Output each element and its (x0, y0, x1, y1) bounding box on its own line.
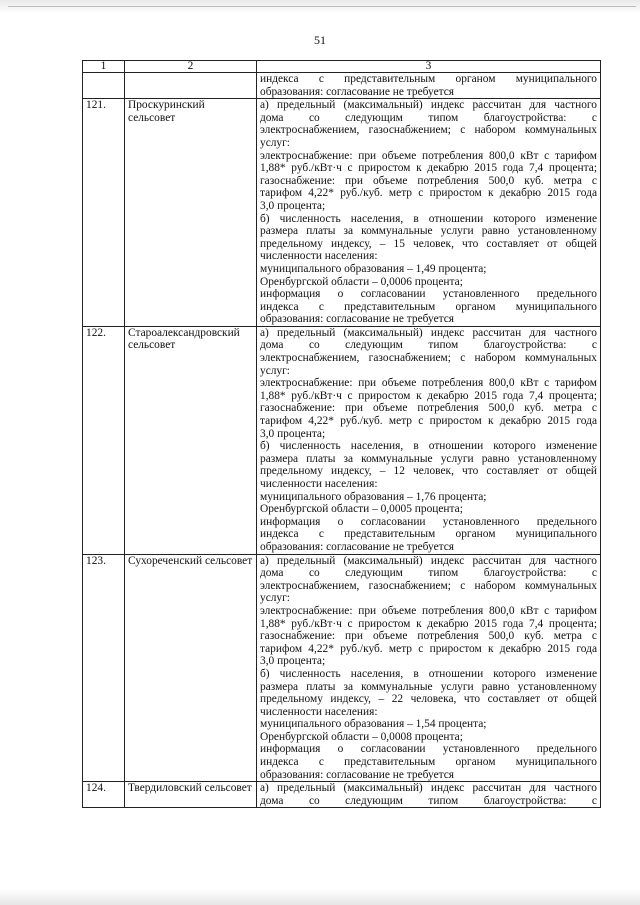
text-line: тарифом 4,22* руб./куб. метр с приростом к декабрю 2015 года (260, 642, 597, 655)
row-municipality: Староалександровский сельсовет (125, 326, 257, 554)
text-line: услуг: (260, 136, 290, 149)
row-municipality: Твердиловский сельсовет (125, 782, 257, 808)
text-line: б) численность населения, в отношении которого изменение (260, 440, 597, 453)
scan-rule (8, 6, 636, 7)
text-line: индекса с представительным органом муниципального (260, 756, 597, 769)
continuation-name-cell (125, 73, 257, 99)
text-line: дома со следующим типом благоустройства: с (260, 339, 597, 352)
text-line: образования: согласование не требуется (260, 540, 455, 553)
text-line: электроснабжением, газоснабжением; с набором коммунальных (260, 352, 597, 365)
row-description (257, 782, 601, 808)
text-line: 1,88* руб./кВт·ч с приростом к декабрю 2015 года 7,4 процента; (260, 162, 597, 175)
text-line: дома со следующим типом благоустройства: с (260, 111, 597, 124)
row-municipality: Проскуринский сельсовет (125, 99, 257, 327)
utility-index-table (82, 60, 601, 808)
text-line: дома со следующим типом благоустройства: с (260, 567, 597, 580)
text-line: а) предельный (максимальный) индекс рассчитан для частного (260, 326, 597, 339)
text-line: индекса с представительным органом муниципального (260, 73, 597, 85)
text-line: 1,88* руб./кВт·ч с приростом к декабрю 2015 года 7,4 процента; (260, 617, 597, 630)
text-line: электроснабжением, газоснабжением; с набором коммунальных (260, 124, 597, 137)
continuation-row (83, 73, 601, 99)
text-line: газоснабжение: при объеме потребления 500,0 куб. метра с (260, 402, 597, 415)
text-line: предельному индексу, – 15 человек, что составляет от общей (260, 237, 597, 250)
text-line: Оренбургской области – 0,0008 процента; (260, 730, 463, 743)
row-number: 122. (83, 326, 125, 554)
scan-edge-top (0, 0, 640, 14)
text-line: а) предельный (максимальный) индекс рассчитан для частного (260, 782, 597, 795)
text-line: Оренбургской области – 0,0005 процента; (260, 503, 463, 516)
row-description (257, 99, 601, 327)
text-line: информация о согласовании установленного предельного (260, 743, 597, 756)
text-line: б) численность населения, в отношении которого изменение (260, 212, 597, 225)
text-line: численности населения: (260, 705, 378, 718)
row-description-visible (260, 782, 597, 807)
page-number: 51 (314, 33, 326, 47)
text-line: газоснабжение: при объеме потребления 500,0 куб. метра с (260, 174, 597, 187)
text-line: индекса с представительным органом муниципального (260, 528, 597, 541)
text-line: информация о согласовании установленного предельного (260, 288, 597, 301)
text-line: тарифом 4,22* руб./куб. метр с приростом к декабрю 2015 года (260, 415, 597, 428)
text-line: предельному индексу, – 22 человека, что составляет от общей (260, 693, 597, 706)
row-description (257, 554, 601, 782)
text-line: размера платы за коммунальные услуги равно установленному (260, 680, 597, 693)
text-line: а) предельный (максимальный) индекс рассчитан для частного (260, 554, 597, 567)
row-number: 123. (83, 554, 125, 782)
row-number: 124. (83, 782, 125, 808)
table-row (83, 554, 601, 782)
text-line: муниципального образования – 1,49 процента; (260, 262, 487, 275)
text-line: электроснабжение: при объеме потребления 800,0 кВт с тарифом (260, 149, 597, 162)
text-line: муниципального образования – 1,54 процента; (260, 718, 487, 731)
text-line: Оренбургской области – 0,0006 процента; (260, 275, 463, 288)
table-row (83, 782, 601, 808)
text-line: а) предельный (максимальный) индекс рассчитан для частного (260, 99, 597, 112)
text-line: 3,0 процента; (260, 655, 326, 668)
column-header-number: 1 (83, 61, 125, 73)
text-line: образования: согласование не требуется (260, 85, 455, 98)
row-municipality: Сухореченский сельсовет (125, 554, 257, 782)
text-line: электроснабжением, газоснабжением; с набором коммунальных (260, 579, 597, 592)
text-line: 1,88* руб./кВт·ч с приростом к декабрю 2015 года 7,4 процента; (260, 389, 597, 402)
text-line: услуг: (260, 592, 290, 605)
row-description (257, 326, 601, 554)
text-line: услуг: (260, 364, 290, 377)
table-row (83, 326, 601, 554)
table-row (83, 99, 601, 327)
row-number: 121. (83, 99, 125, 327)
text-line: информация о согласовании установленного предельного (260, 515, 597, 528)
text-line: газоснабжение: при объеме потребления 500,0 куб. метра с (260, 630, 597, 643)
text-line: б) численность населения, в отношении которого изменение (260, 667, 597, 680)
text-line: тарифом 4,22* руб./куб. метр с приростом к декабрю 2015 года (260, 187, 597, 200)
text-line: электроснабжение: при объеме потребления 800,0 кВт с тарифом (260, 604, 597, 617)
text-line: предельному индексу, – 12 человек, что составляет от общей (260, 465, 597, 478)
column-header-name: 2 (125, 61, 257, 73)
text-line: электроснабжение: при объеме потребления 800,0 кВт с тарифом (260, 377, 597, 390)
table-header-row (83, 61, 601, 73)
text-line: образования: согласование не требуется (260, 313, 455, 326)
text-line: численности населения: (260, 478, 378, 490)
column-header-text: 3 (257, 61, 601, 73)
text-line: дома со следующим типом благоустройства: с (260, 794, 597, 807)
scan-edge-bottom (0, 889, 640, 905)
text-line: муниципального образования – 1,76 процента; (260, 490, 487, 503)
text-line: 3,0 процента; (260, 199, 326, 212)
text-line: индекса с представительным органом муниципального (260, 300, 597, 313)
text-line: размера платы за коммунальные услуги равно установленному (260, 225, 597, 238)
continuation-text-cell (257, 73, 601, 99)
text-line: образования: согласование не требуется (260, 768, 455, 781)
text-line: размера платы за коммунальные услуги равно установленному (260, 452, 597, 465)
text-line: 3,0 процента; (260, 427, 326, 440)
text-line: численности населения: (260, 250, 378, 263)
continuation-number-cell (83, 73, 125, 99)
